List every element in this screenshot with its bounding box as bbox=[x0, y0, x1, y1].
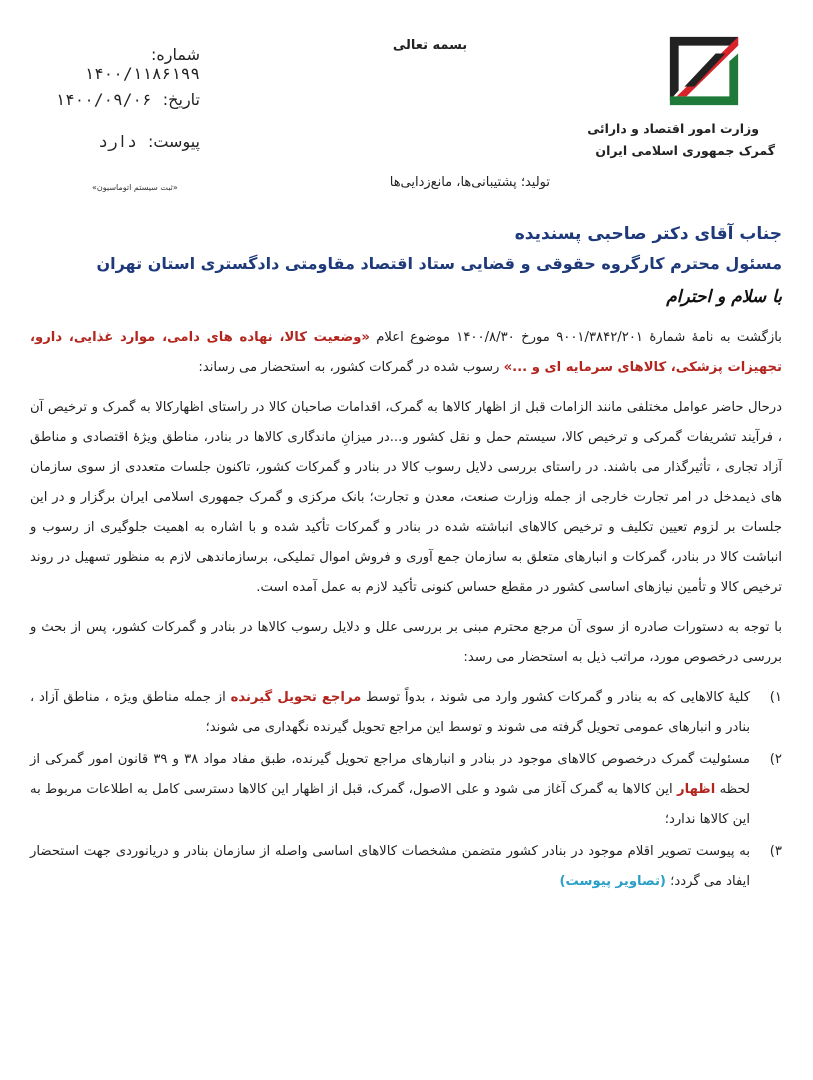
attachment-value: دارد bbox=[98, 132, 137, 151]
letter-number bbox=[30, 45, 200, 83]
attachment-label: پیوست: bbox=[147, 132, 200, 151]
item-number: ۲) bbox=[769, 752, 782, 767]
intro-highlight: «وضعیت کالا، نهاده های دامی، موارد غذایی، دارو، تجهیزات پزشکی، کالاهای سرمایه ای و ...» bbox=[30, 330, 782, 375]
intro-text-a: بازگشت به نامهٔ شمارهٔ ۹۰۰۱/۳۸۴۲/۲۰۱ مورخ ۱۴۰۰/۸/۳۰ موضوع اعلام bbox=[369, 330, 782, 345]
item-text bbox=[30, 683, 750, 743]
item-number: ۳) bbox=[769, 844, 782, 859]
bismillah-heading: بسمه تعالی bbox=[392, 38, 468, 53]
item-text-b: این کالاها به گمرک آغاز می شود و علی الاصول، گمرک، قبل از اظهار این کالاها دسترسی کامل به اطلاعات مربوط به این کالاها ندارد؛ bbox=[30, 782, 750, 827]
item-text bbox=[30, 837, 750, 897]
lead-in-paragraph: با توجه به دستورات صادره از سوی آن مرجع محترم مبنی بر بررسی علل و دلایل رسوب کالاها در بنادر و گمرکات کشور، پس از بحث و بررسی درخصوص مورد، مراتب ذیل به استحضار می رسد: bbox=[30, 620, 782, 665]
item-text-a: مسئولیت گمرک درخصوص کالاهای موجود در بنادر و انبارهای مراجع تحویل گیرنده، طبق مفاد مواد ۳۸ و ۳۹ قانون امور گمرکی از لحظه bbox=[30, 752, 750, 797]
list-item bbox=[30, 745, 782, 835]
number-label: شماره: bbox=[150, 45, 200, 64]
letter-body bbox=[30, 224, 782, 899]
date-label: تاریخ: bbox=[162, 90, 200, 109]
item-text-b: از جمله مناطق ویژه ، مناطق آزاد ، بنادر و انبارهای عمومی تحویل گرفته می شوند و توسط این مراجع تحویل گیرنده نگهداری می شوند؛ bbox=[30, 690, 750, 735]
list-item bbox=[30, 683, 782, 743]
intro-paragraph bbox=[30, 323, 782, 383]
automation-stamp-note: «ثبت سیستم اتوماسیون» bbox=[92, 183, 178, 192]
customs-name: گمرک جمهوری اسلامی ایران bbox=[595, 143, 775, 158]
item-highlight: اظهار bbox=[677, 782, 716, 797]
list-item bbox=[30, 837, 782, 897]
intro-text-b: رسوب شده در گمرکات کشور، به استحضار می رساند: bbox=[198, 360, 504, 375]
letter-attachment bbox=[30, 132, 200, 151]
greeting: با سلام و احترام bbox=[666, 287, 782, 307]
organization-block bbox=[587, 118, 775, 162]
context-paragraph: درحال حاضر عوامل مختلفی مانند الزامات قبل از اظهار کالاها به گمرک، اقدامات صاحبان کالا در راستای اظهارکالا به گمرک و ترخیص آن ، فرآیند تشریفات گمرکی و ترخیص کالا، سیستم حمل و نقل کشور و...در میزانِ ماندگاری کالاها در بنادر، مناطق ویژهٔ اقتصادی و مناطق آزاد تجاری ، تأثیرگذار می باشند. در راستای بررسی دلایل رسوب کالا در بنادر و گمرکات کشور، تاکنون جلسات متعددی از سوی سازمان های ذیمدخل در امر تجارت خارجی از جمله وزارت صنعت، معدن و تجارت؛ بانک مرکزی و گمرک جمهوری اسلامی ایران برگزار و در این جلسات بر لزوم تعیین تکلیف و ترخیص کالاهای انباشته شده در بنادر و گمرکات تأکید شده و با اشاره به اهمیت جلوگیری از رسوب و انباشت کالا در بنادر، گمرکات و انبارهای متعلق به سازمان جمع آوری و فروش اموال تملیکی، برسازماندهی لازم به منظور تسهیل در روند ترخیص کالا و تأمین نیازهای اساسی کشور در مقطع حساس کنونی تأکید لازم به عمل آمده است. bbox=[30, 400, 782, 595]
number-value: ۱۴۰۰/۱۱۸۶۱۹۹ bbox=[84, 64, 200, 83]
item-highlight: مراجع تحویل گیرنده bbox=[230, 690, 362, 705]
attachment-link[interactable]: (تصاویر پیوست) bbox=[559, 874, 666, 889]
letter-date bbox=[30, 90, 200, 109]
customs-logo-icon bbox=[665, 32, 743, 110]
addressee-title: مسئول محترم کارگروه حقوقی و قضایی ستاد اقتصاد مقاومتی دادگستری استان تهران bbox=[96, 254, 782, 273]
item-text-a: به پیوست تصویر اقلام موجود در بنادر کشور متضمن مشخصات کالاهای اساسی واصله از سازمان بنادر و دریانوردی جهت استحضار ایفاد می گردد؛ bbox=[30, 844, 750, 889]
findings-list bbox=[30, 683, 782, 897]
ministry-name: وزارت امور اقتصاد و دارائی bbox=[587, 121, 759, 136]
addressee-name: جناب آقای دکتر صاحبی پسندیده bbox=[514, 224, 782, 244]
item-text-a: کلیهٔ کالاهایی که به بنادر و گمرکات کشور وارد می شوند ، بدواً توسط bbox=[361, 690, 750, 705]
date-value: ۱۴۰۰/۰۹/۰۶ bbox=[55, 90, 152, 109]
item-text bbox=[30, 745, 750, 835]
item-number: ۱) bbox=[769, 690, 782, 705]
slogan-line: تولید؛ پشتیبانی‌ها، مانع‌زدایی‌ها bbox=[389, 175, 550, 190]
